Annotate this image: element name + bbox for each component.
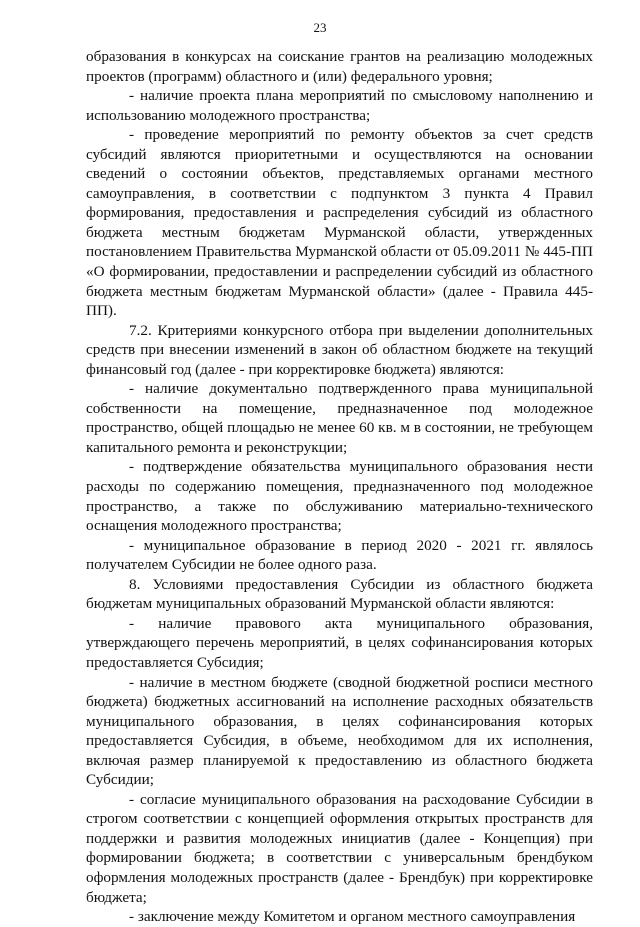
- page-number: 23: [313, 20, 327, 35]
- paragraph: - наличие в местном бюджете (сводной бюджетной росписи местного бюджета) бюджетных ассигнований на исполнение расходных обязательств муниципального образования, в целях софинансирования которых предоставляется Субсидия, в объеме, необходимом для их исполнения, включая размер планируемой к предоставлению из областного бюджета Субсидии;: [86, 673, 593, 789]
- paragraph: 7.2. Критериями конкурсного отбора при выделении дополнительных средств при внесении изменений в закон об областном бюджете на текущий финансовый год (далее - при корректировке бюджета) являются:: [86, 321, 593, 378]
- document-body: [86, 47, 593, 927]
- paragraph: 8. Условиями предоставления Субсидии из областного бюджета бюджетам муниципальных образований Мурманской области являются:: [86, 575, 593, 613]
- paragraph: - согласие муниципального образования на расходование Субсидии в строгом соответствии с концепцией оформления открытых пространств для поддержки и развития молодежных инициатив (далее - Концепция) при формировании бюджета; в соответствии с универсальным брендбуком оформления молодежных пространств (далее - Брендбук) при корректировке бюджета;: [86, 790, 593, 906]
- paragraph: - муниципальное образование в период 2020 - 2021 гг. являлось получателем Субсидии не более одного раза.: [86, 536, 593, 574]
- paragraph: - подтверждение обязательства муниципального образования нести расходы по содержанию помещения, предназначенного под молодежное пространство, а также по обслуживанию материально-технического оснащения молодежного пространства;: [86, 458, 593, 535]
- paragraph: - проведение мероприятий по ремонту объектов за счет средств субсидий являются приоритетными и осуществляются на основании сведений о состоянии объектов, представляемых органами местного самоуправления, в соответствии с подпунктом 3 пункта 4 Правил формирования, предоставления и распределения субсидий из областного бюджета местным бюджетам Мурманской области, утвержденных постановлением Правительства Мурманской области от 05.09.2011 № 445-ПП «О формировании, предоставлении и распределении субсидий из областного бюджета местным бюджетам Мурманской области» (далее - Правила 445-ПП).: [86, 126, 593, 320]
- paragraph: - заключение между Комитетом и органом местного самоуправления: [129, 908, 576, 926]
- paragraph: - наличие проекта плана мероприятий по смысловому наполнению и использованию молодежного пространства;: [86, 87, 593, 124]
- paragraph: - наличие правового акта муниципального образования, утверждающего перечень мероприятий, в целях софинансирования которых предоставляется Субсидия;: [86, 614, 593, 671]
- paragraph: образования в конкурсах на соискание грантов на реализацию молодежных проектов (программ) областного и (или) федерального уровня;: [86, 48, 593, 85]
- paragraph: - наличие документально подтвержденного права муниципальной собственности на помещение, предназначенное под молодежное пространство, общей площадью не менее 60 кв. м в состоянии, не требующем капитального ремонта и реконструкции;: [86, 380, 593, 456]
